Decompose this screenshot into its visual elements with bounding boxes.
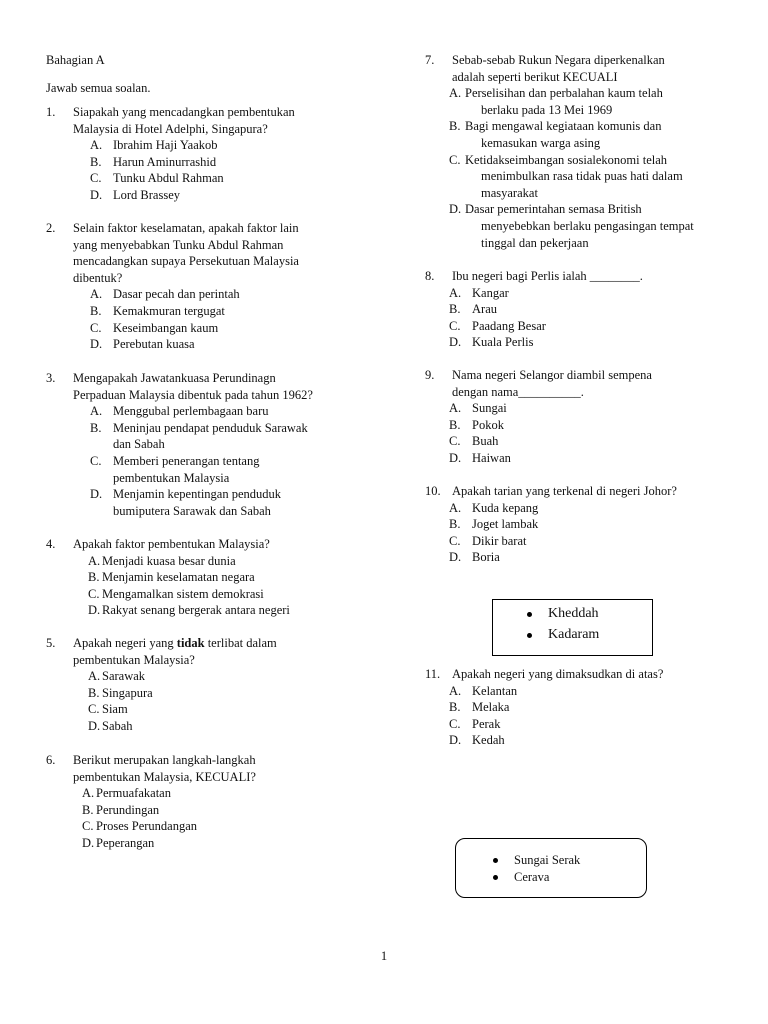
option-text: Memberi penerangan tentang: [113, 453, 260, 468]
question-text-line: Perpaduan Malaysia dibentuk pada tahun 1962?: [73, 387, 313, 402]
option-text: Paadang Besar: [472, 318, 546, 333]
answer-option: [425, 500, 725, 517]
option-text: dan Sabah: [113, 437, 165, 452]
question-text-line: adalah seperti berikut KECUALI: [452, 69, 618, 84]
option-letter: D.: [90, 187, 103, 202]
question-7: [425, 52, 725, 251]
option-letter: B.: [449, 417, 461, 432]
section-title: Bahagian A: [46, 53, 105, 67]
option-letter: A.: [88, 553, 101, 568]
answer-option: [82, 835, 376, 852]
question-text-line: Apakah negeri yang dimaksudkan di atas?: [452, 667, 664, 681]
answer-option: [425, 433, 725, 450]
clue-item: [527, 627, 599, 644]
option-text: Arau: [472, 302, 497, 317]
question-text-line: pembentukan Malaysia, KECUALI?: [73, 769, 256, 784]
question-number: 8.: [425, 269, 435, 283]
answer-option: [88, 685, 376, 702]
question-text-line: Ibu negeri bagi Perlis ialah ________.: [452, 269, 643, 283]
answer-option: [90, 303, 376, 320]
option-text: menyebebkan berlaku pengasingan tempat: [481, 218, 694, 233]
question-number: 7.: [425, 53, 435, 67]
option-text: Menjamin kepentingan penduduk: [113, 487, 282, 502]
option-letter: B.: [90, 420, 102, 435]
instruction: Jawab semua soalan.: [46, 81, 151, 95]
option-text: Menjamin keselamatan negara: [102, 570, 255, 585]
answer-option: [90, 336, 376, 353]
option-letter: B.: [449, 700, 461, 715]
question-text-line: pembentukan Malaysia?: [73, 652, 195, 667]
option-text: Sarawak: [102, 669, 146, 684]
option-letter: A.: [88, 669, 101, 684]
option-text: Joget lambak: [472, 517, 539, 532]
question-text-pre: Apakah negeri yang: [73, 636, 177, 650]
question-text-line: Mengapakah Jawatankuasa Perundinagn: [73, 371, 276, 385]
answer-option: [88, 569, 376, 586]
option-text: Sungai: [472, 401, 507, 416]
option-text: Dikir barat: [472, 533, 527, 548]
option-text: Siam: [102, 702, 128, 717]
question-number: 4.: [46, 537, 56, 551]
answer-option: [425, 516, 725, 533]
answer-option: [90, 320, 376, 337]
clue-text: Sungai Serak: [514, 853, 581, 867]
question-text-line: Sebab-sebab Rukun Negara diperkenalkan: [452, 53, 665, 67]
option-text: Harun Aminurrashid: [113, 154, 217, 169]
option-letter: B.: [449, 302, 461, 317]
option-text: kemasukan warga asing: [481, 135, 601, 150]
answer-option: [425, 118, 725, 151]
answer-option: [90, 187, 376, 204]
option-text: Kuala Perlis: [472, 335, 534, 350]
answer-option: [425, 334, 725, 351]
option-letter: C.: [449, 434, 461, 449]
answer-option: [88, 701, 376, 718]
option-letter: A.: [90, 138, 103, 153]
option-text: Ibrahim Haji Yaakob: [113, 138, 218, 153]
answer-option: [82, 785, 376, 802]
option-letter: B.: [88, 570, 100, 585]
option-text: berlaku pada 13 Mei 1969: [481, 102, 613, 117]
option-letter: C.: [449, 152, 461, 167]
answer-option: [425, 400, 725, 417]
clue-box-2: [455, 838, 647, 898]
answer-option: [88, 602, 376, 619]
option-letter: D.: [449, 550, 462, 565]
question-text-line: Apakah faktor pembentukan Malaysia?: [73, 537, 270, 551]
option-letter: A.: [449, 86, 462, 101]
answer-option: [425, 152, 725, 202]
option-letter: D.: [449, 202, 462, 217]
option-letter: D.: [82, 835, 95, 850]
option-text: Haiwan: [472, 450, 511, 465]
option-letter: B.: [82, 802, 94, 817]
bullet-icon: [493, 858, 498, 863]
option-text: Lord Brassey: [113, 187, 180, 202]
bullet-icon: [493, 875, 498, 880]
option-letter: A.: [449, 285, 462, 300]
question-5: [46, 635, 376, 735]
answer-option: [90, 403, 376, 420]
option-text: Perebutan kuasa: [113, 337, 195, 352]
question-text-post: terlibat dalam: [204, 636, 277, 650]
option-letter: B.: [90, 303, 102, 318]
option-text: Buah: [472, 434, 499, 449]
question-1: [46, 104, 376, 204]
option-letter: D.: [449, 450, 462, 465]
question-text-line: Apakah tarian yang terkenal di negeri Johor?: [452, 484, 677, 498]
page-number: 1: [380, 949, 388, 963]
option-letter: C.: [90, 453, 102, 468]
option-text: Proses Perundangan: [96, 819, 198, 834]
option-text: masyarakat: [481, 185, 538, 200]
clue-text: Cerava: [514, 870, 550, 884]
option-text: Menjadi kuasa besar dunia: [102, 553, 236, 568]
option-text: Perundingan: [96, 802, 160, 817]
option-letter: D.: [90, 337, 103, 352]
option-text: Kuda kepang: [472, 500, 539, 515]
option-letter: D.: [449, 335, 462, 350]
option-text: pembentukan Malaysia: [113, 470, 230, 485]
answer-option: [90, 170, 376, 187]
question-2: [46, 220, 376, 353]
clue-item: [527, 606, 599, 623]
answer-option: [425, 450, 725, 467]
answer-option: [425, 417, 725, 434]
option-text: menimbulkan rasa tidak puas hati dalam: [481, 169, 683, 184]
option-letter: C.: [449, 716, 461, 731]
option-letter: C.: [449, 533, 461, 548]
option-text: Singapura: [102, 685, 153, 700]
option-text: Sabah: [102, 718, 133, 733]
answer-option: [90, 286, 376, 303]
question-11: [425, 666, 725, 749]
option-text: Tunku Abdul Rahman: [113, 171, 224, 186]
question-text-line: dengan nama__________.: [452, 384, 584, 399]
answer-option: [425, 699, 725, 716]
question-4: [46, 536, 376, 619]
question-10: [425, 483, 725, 566]
question-number: 11.: [425, 667, 441, 681]
question-text-line: Selain faktor keselamatan, apakah faktor lain: [73, 221, 299, 235]
option-text: Keseimbangan kaum: [113, 320, 219, 335]
option-letter: C.: [449, 318, 461, 333]
option-text: Dasar pecah dan perintah: [113, 287, 240, 302]
answer-option: [90, 137, 376, 154]
question-8: [425, 268, 725, 351]
option-text: Kelantan: [472, 683, 518, 698]
bullet-icon: [527, 612, 532, 617]
clue-item: [493, 852, 580, 869]
question-text-line: dibentuk?: [73, 270, 123, 285]
answer-option: [82, 818, 376, 835]
answer-option: [90, 420, 376, 453]
question-3: [46, 370, 376, 519]
option-text: Pokok: [472, 417, 504, 432]
question-text-line: Malaysia di Hotel Adelphi, Singapura?: [73, 121, 268, 136]
option-text: Mengamalkan sistem demokrasi: [102, 586, 264, 601]
option-text: Rakyat senang bergerak antara negeri: [102, 603, 290, 618]
question-number: 2.: [46, 221, 56, 235]
option-letter: B.: [449, 517, 461, 532]
question-number: 9.: [425, 368, 435, 382]
question-text-bold: tidak: [176, 636, 205, 650]
answer-option: [82, 802, 376, 819]
option-letter: C.: [88, 586, 100, 601]
option-letter: C.: [82, 819, 94, 834]
question-number: 6.: [46, 753, 56, 767]
question-text-line: yang menyebabkan Tunku Abdul Rahman: [73, 237, 284, 252]
clue-box-1: [492, 599, 653, 656]
option-letter: A.: [449, 401, 462, 416]
option-text: Ketidakseimbangan sosialekonomi telah: [465, 152, 668, 167]
option-text: Perak: [472, 716, 501, 731]
option-letter: C.: [90, 171, 102, 186]
clue-item: [493, 869, 549, 886]
answer-option: [88, 553, 376, 570]
option-text: Dasar pemerintahan semasa British: [465, 202, 642, 217]
option-letter: C.: [90, 320, 102, 335]
option-letter: A.: [449, 683, 462, 698]
option-letter: A.: [82, 786, 95, 801]
option-letter: B.: [449, 119, 461, 134]
answer-option: [425, 285, 725, 302]
option-text: Peperangan: [96, 835, 155, 850]
answer-option: [90, 486, 376, 519]
answer-option: [425, 533, 725, 550]
option-text: bumiputera Sarawak dan Sabah: [113, 503, 271, 518]
question-number: 5.: [46, 636, 56, 650]
option-text: Kedah: [472, 733, 505, 748]
option-letter: A.: [90, 404, 103, 419]
option-letter: D.: [449, 733, 462, 748]
option-text: Kemakmuran tergugat: [113, 303, 225, 318]
answer-option: [425, 301, 725, 318]
answer-option: [90, 154, 376, 171]
question-9: [425, 367, 725, 467]
option-text: tinggal dan pekerjaan: [481, 235, 589, 250]
question-number: 10.: [425, 484, 441, 498]
bullet-icon: [527, 633, 532, 638]
option-text: Meninjau pendapat penduduk Sarawak: [113, 420, 308, 435]
option-letter: D.: [88, 718, 101, 733]
option-letter: A.: [90, 287, 103, 302]
answer-option: [425, 683, 725, 700]
option-text: Menggubal perlembagaan baru: [113, 404, 269, 419]
question-number: 1.: [46, 105, 56, 119]
clue-text: Kheddah: [548, 606, 599, 621]
option-text: Permuafakatan: [96, 786, 171, 801]
question-text-line: Nama negeri Selangor diambil sempena: [452, 368, 652, 382]
question-text-line: Siapakah yang mencadangkan pembentukan: [73, 105, 295, 119]
answer-option: [425, 732, 725, 749]
clue-text: Kadaram: [548, 627, 600, 642]
answer-option: [88, 586, 376, 603]
answer-option: [425, 716, 725, 733]
answer-option: [88, 668, 376, 685]
option-text: Bagi mengawal kegiataan komunis dan: [465, 119, 662, 134]
question-text-line: mencadangkan supaya Persekutuan Malaysia: [73, 254, 299, 269]
question-6: [46, 752, 376, 852]
answer-option: [88, 718, 376, 735]
answer-option: [425, 201, 725, 251]
option-text: Perselisihan dan perbalahan kaum telah: [465, 86, 663, 101]
option-text: Boria: [472, 550, 500, 565]
answer-option: [90, 453, 376, 486]
option-letter: C.: [88, 702, 100, 717]
answer-option: [425, 549, 725, 566]
option-letter: B.: [90, 154, 102, 169]
question-number: 3.: [46, 371, 56, 385]
option-letter: A.: [449, 500, 462, 515]
answer-option: [425, 85, 725, 118]
option-letter: D.: [90, 487, 103, 502]
option-text: Kangar: [472, 285, 509, 300]
option-text: Melaka: [472, 700, 510, 715]
option-letter: D.: [88, 603, 101, 618]
option-letter: B.: [88, 685, 100, 700]
answer-option: [425, 318, 725, 335]
question-text-line: Berikut merupakan langkah-langkah: [73, 753, 256, 767]
